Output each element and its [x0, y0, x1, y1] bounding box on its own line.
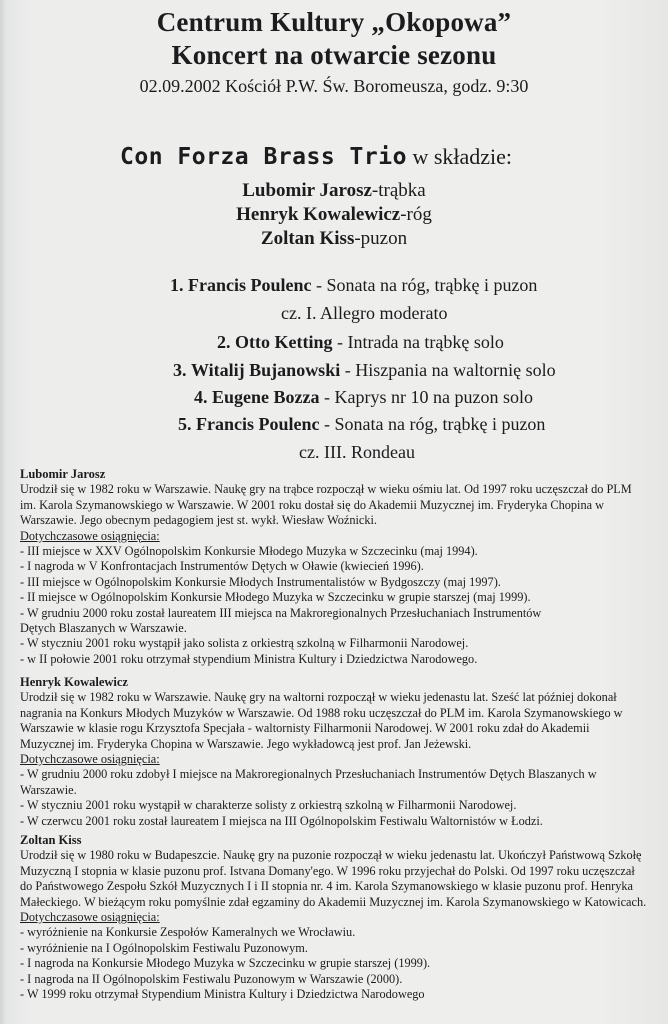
program-item [170, 275, 668, 296]
program-item [178, 414, 668, 435]
achievements-list [20, 544, 660, 667]
achievement-item: - II miejsce w Ogólnopolskim Konkursie Młodego Muzyka w Szczecinku w grupie starszej (maj 1999). [20, 590, 531, 605]
bio-text-line: Warszawie w klasie rogu Krzysztofa Specjała - waltornisty Filharmonii Narodowej. W 2001 roku zdał do Akademii [20, 721, 590, 736]
bio-lubomir-jarosz [20, 467, 660, 667]
program-work: - Sonata na róg, trąbkę i puzon [319, 414, 546, 434]
bio-text-line: do Państwowego Zespołu Szkół Muzycznych I i II stopnia nr. 4 im. Karola Szymanowskiego w klasie puzonu prof. Henryka [20, 879, 634, 894]
bio-text-line: Muzyczną I stopnia w klasie puzonu prof. Istvana Domany'ego. W 1996 roku przyjechał do Polski. Od 1997 roku uczęszczał [20, 863, 635, 878]
program-composer: Francis Poulenc [196, 414, 320, 434]
achievement-item: - W styczniu 2001 roku wystąpił jako solista z orkiestrą szkolną w Filharmonii Narodowej. [20, 636, 469, 651]
achievements-label: Dotychczasowe osiągnięcia: [20, 752, 160, 767]
program-number: 1. [170, 275, 184, 295]
achievements-list [20, 767, 660, 829]
achievements-label: Dotychczasowe osiągnięcia: [20, 528, 160, 543]
concert-title: Koncert na otwarcie sezonu [171, 40, 497, 70]
member-instrument: -trąbka [371, 180, 426, 201]
achievement-item: Dętych Blaszanych w Warszawie. [20, 621, 187, 636]
program-composer: Eugene Bozza [212, 387, 320, 407]
program-item [194, 387, 668, 408]
program-composer: Otto Ketting [235, 332, 333, 352]
bio-name: Zoltan Kiss [20, 833, 82, 847]
achievement-item: Warszawie. [20, 782, 77, 797]
achievement-item: - III miejsce w Ogólnopolskim Konkursie Młodych Instrumentalistów w Bydgoszczy (maj 1997). [20, 574, 501, 589]
program-work: - Intrada na trąbkę solo [332, 332, 504, 352]
achievement-item: - wyróżnienie na Konkursie Zespołów Kameralnych we Wrocławiu. [20, 925, 356, 940]
bio-text-line: im. Karola Szymanowskiego w Warszawie. W 2001 roku dostał się do Akademii Muzycznej im. Fryderyka Chopina w [20, 497, 605, 512]
bio-zoltan-kiss [20, 833, 660, 1002]
date-location-line: 02.09.2002 Kościół P.W. Św. Boromeusza, godz. 9:30 [139, 76, 529, 96]
achievement-item: - I nagroda na II Ogólnopolskim Festiwalu Puzonowym w Warszawie (2000). [20, 971, 403, 986]
achievement-item: - III miejsce w XXV Ogólnopolskim Konkursie Młodego Muzyka w Szczecinku (maj 1994). [20, 544, 478, 559]
bio-text-line: Urodził się w 1982 roku w Warszawie. Naukę gry na trąbce rozpoczął w wieku ośmiu lat. Od 1997 roku uczęszczał do PLM [20, 482, 632, 497]
member-instrument: -puzon [354, 228, 408, 249]
member-name: Henryk Kowalewicz [236, 204, 401, 225]
bio-text-line: Muzycznej im. Fryderyka Chopina w Warszawie. Jego wykładowcą jest prof. Jan Jeżewski. [20, 736, 472, 751]
achievements-label: Dotychczasowe osiągnięcia: [20, 910, 160, 925]
bio-henryk-kowalewicz [20, 675, 660, 829]
program-number: 5. [178, 414, 192, 434]
achievement-item: - I nagroda w V Konfrontacjach Instrumentów Dętych w Oławie (kwiecień 1996). [20, 559, 424, 574]
member-line [0, 180, 668, 202]
member-name: Zoltan Kiss [260, 228, 355, 249]
achievement-item: - W czerwcu 2001 roku został laureatem I miejsca na III Ogólnopolskim Festiwalu Waltornistów w Łodzi. [20, 813, 543, 828]
achievement-item: - W styczniu 2001 roku wystąpił w charakterze solisty z orkiestrą szkolną w Filharmonii Narodowej. [20, 798, 517, 813]
member-line [0, 204, 668, 226]
program-composer: Witalij Bujanowski [191, 360, 341, 380]
achievement-item: - wyróżnienie na I Ogólnopolskim Festiwalu Puzonowym. [20, 940, 308, 955]
program-subtitle: cz. III. Rondeau [299, 442, 415, 462]
bio-text-line: Warszawie. Jego obecnym pedagogiem jest st. wykł. Wiesław Woźnicki. [20, 513, 378, 528]
achievement-item: - W 1999 roku otrzymał Stypendium Ministra Kultury i Dziedzictwa Narodowego [20, 987, 425, 1002]
program-work: - Hiszpania na waltornię solo [340, 360, 556, 380]
ensemble-suffix: w składzie: [412, 144, 513, 169]
bio-text-line: Urodził się w 1980 roku w Budapeszcie. Naukę gry na puzonie rozpoczął w wieku jedenastu lat. Ukończył Państwową Szkołę [20, 848, 642, 863]
bio-text-line: nagrania na Konkurs Młodych Muzyków w Warszawie. Od 1988 roku uczęszczał do PLM im. Karola Szymanowskiego w [20, 705, 623, 720]
program-number: 4. [194, 387, 208, 407]
member-line [0, 228, 668, 250]
ensemble-name: Con Forza Brass Trio [120, 144, 407, 170]
bio-name: Henryk Kowalewicz [20, 675, 128, 689]
ensemble-heading [120, 144, 512, 170]
achievement-item: - I nagroda na Konkursie Młodego Muzyka w Szczecinku w grupie starszej (1999). [20, 956, 431, 971]
bio-text-line: Urodził się w 1982 roku w Warszawie. Naukę gry na waltorni rozpoczął w wieku jedenastu lat. Sześć lat później dokonał [20, 690, 617, 705]
program-item [217, 332, 668, 353]
member-name: Lubomir Jarosz [242, 180, 372, 201]
achievement-item: - w II połowie 2001 roku otrzymał stypendium Ministra Kultury i Dziedzictwa Narodowego. [20, 651, 478, 666]
achievements-list [20, 925, 660, 1002]
program-subtitle: cz. I. Allegro moderato [281, 303, 448, 323]
bio-name: Lubomir Jarosz [20, 467, 106, 481]
program-number: 2. [217, 332, 231, 352]
venue-title: Centrum Kultury „Okopowa” [156, 7, 512, 37]
achievement-item: - W grudniu 2000 roku zdobył I miejsce na Makroregionalnych Przesłuchaniach Instrumentów Dętych Blaszanych w [20, 767, 597, 782]
bio-text-line: Małeckiego. W bieżącym roku pomyślnie zdał egzaminy do Akademii Muzycznej im. Karola Szymanowskiego w Katowicach. [20, 894, 647, 909]
program-item [173, 360, 668, 381]
program-number: 3. [173, 360, 187, 380]
program-work: - Kaprys nr 10 na puzon solo [319, 387, 533, 407]
member-instrument: -róg [400, 204, 432, 225]
achievement-item: - W grudniu 2000 roku został laureatem III miejsca na Makroregionalnych Przesłuchaniach Instrumentów [20, 605, 542, 620]
program-work: - Sonata na róg, trąbkę i puzon [311, 275, 538, 295]
program-composer: Francis Poulenc [188, 275, 312, 295]
